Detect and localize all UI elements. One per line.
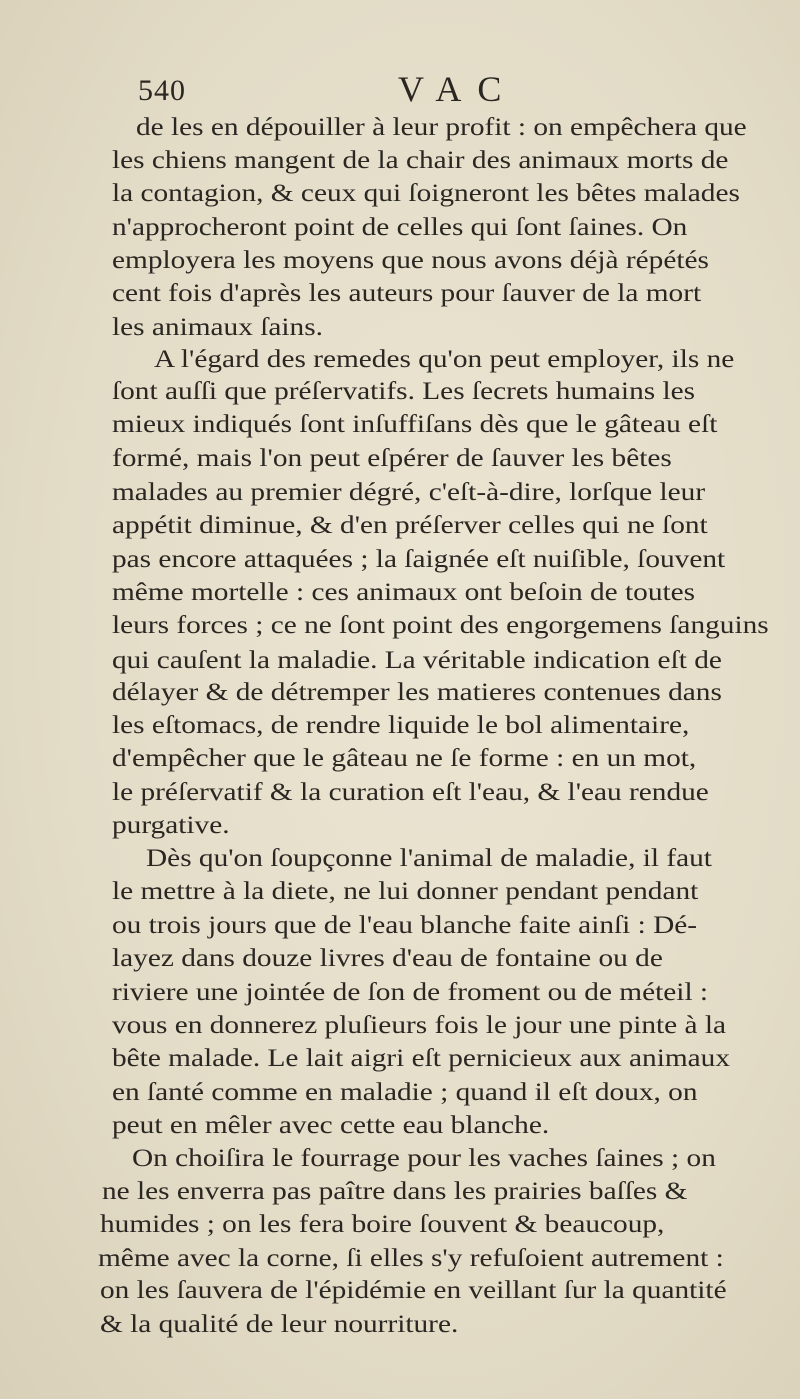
text-line: d'empêcher que le gâteau ne ſe forme : en un mot,: [112, 743, 697, 772]
text-line: ou trois jours que de l'eau blanche faite ainſi : Dé-: [112, 910, 698, 939]
text-line: riviere une jointée de ſon de froment ou de méteil :: [112, 977, 709, 1006]
text-line: même avec la corne, ſi elles s'y refuſoient autrement :: [98, 1243, 724, 1272]
text-line: de les en dépouiller à leur profit : on empêchera que: [136, 112, 747, 141]
text-line: bête malade. Le lait aigri eſt pernicieux aux animaux: [112, 1043, 731, 1072]
text-line: malades au premier dégré, c'eſt-à-dire, lorſque leur: [112, 477, 706, 506]
text-line: on les ſauvera de l'épidémie en veillant ſur la quantité: [100, 1275, 727, 1304]
text-line: Dès qu'on ſoupçonne l'animal de maladie, il faut: [146, 843, 712, 872]
text-line: On choiſira le fourrage pour les vaches ſaines ; on: [132, 1143, 716, 1172]
text-line: peut en mêler avec cette eau blanche.: [112, 1110, 550, 1139]
text-line: mieux indiqués ſont inſuffiſans dès que le gâteau eſt: [112, 409, 718, 438]
text-line: délayer & de détremper les matieres contenues dans: [112, 677, 722, 706]
text-line: employera les moyens que nous avons déjà répétés: [112, 245, 709, 274]
text-line: les eſtomacs, de rendre liquide le bol alimentaire,: [112, 710, 690, 739]
text-line: & la qualité de leur nourriture.: [100, 1309, 459, 1338]
text-line: formé, mais l'on peut eſpérer de ſauver les bêtes: [112, 443, 672, 472]
text-line: les animaux ſains.: [112, 312, 323, 341]
text-line: pas encore attaquées ; la ſaignée eſt nuiſible, ſouvent: [112, 544, 726, 573]
text-line: n'approcheront point de celles qui ſont ſaines. On: [112, 212, 688, 241]
text-line: qui cauſent la maladie. La véritable indication eſt de: [112, 645, 722, 674]
text-line: en ſanté comme en maladie ; quand il eſt doux, on: [112, 1077, 698, 1106]
text-line: purgative.: [112, 810, 230, 839]
running-title: VAC: [398, 69, 518, 109]
text-line: A l'égard des remedes qu'on peut employer, ils ne: [154, 344, 735, 373]
text-line: layez dans douze livres d'eau de fontaine ou de: [112, 943, 663, 972]
text-line: le mettre à la diete, ne lui donner pendant pendant: [112, 876, 699, 905]
text-line: cent fois d'après les auteurs pour ſauver de la mort: [112, 278, 702, 307]
text-line: le préſervatif & la curation eſt l'eau, & l'eau rendue: [112, 777, 709, 806]
text-line: même mortelle : ces animaux ont beſoin de toutes: [112, 577, 696, 606]
text-line: vous en donnerez pluſieurs fois le jour une pinte à la: [112, 1010, 727, 1039]
page-number: 540: [138, 74, 186, 107]
text-line: ſont auſſi que préſervatifs. Les ſecrets humains les: [112, 376, 696, 405]
text-line: leurs forces ; ce ne ſont point des engorgemens ſanguins: [112, 610, 769, 639]
text-line: la contagion, & ceux qui ſoigneront les bêtes malades: [112, 178, 740, 207]
text-line: ne les enverra pas paître dans les prairies baſſes &: [102, 1176, 688, 1205]
text-line: humides ; on les fera boire ſouvent & beaucoup,: [100, 1209, 665, 1238]
text-line: les chiens mangent de la chair des animaux morts de: [112, 145, 729, 174]
text-line: appétit diminue, & d'en préſerver celles qui ne ſont: [112, 510, 708, 539]
